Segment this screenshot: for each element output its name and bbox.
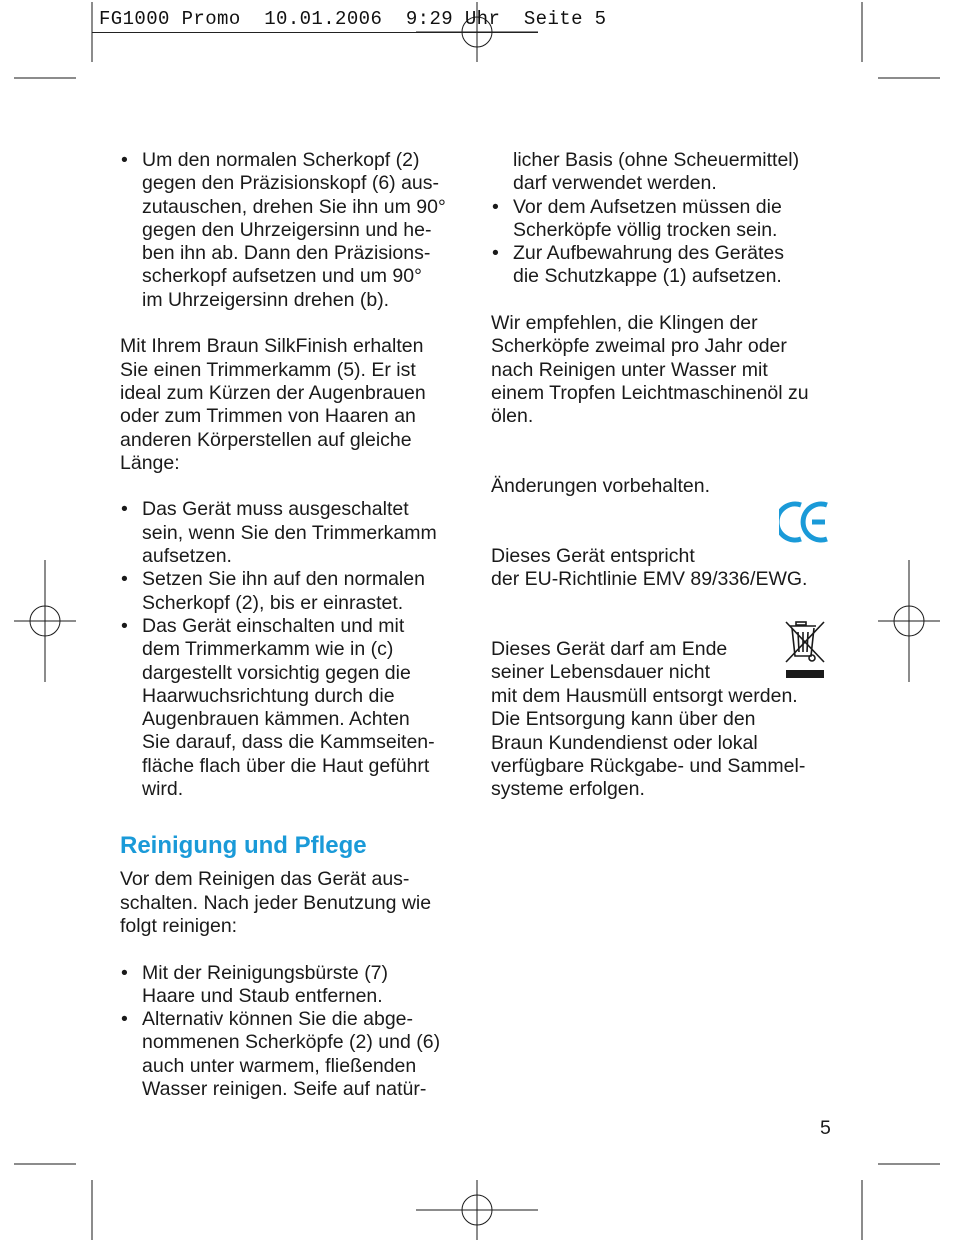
disposal-notice-start: Dieses Gerät darf am Ende seiner Lebensdauer nicht xyxy=(491,638,728,684)
crossed-out-wheelie-bin-icon xyxy=(782,618,828,680)
section-heading: Reinigung und Pflege xyxy=(120,832,367,860)
list-item: • Setzen Sie ihn auf den normalen Scherkopf (2), bis er einrastet. xyxy=(120,568,465,615)
registration-mark-right xyxy=(878,560,940,682)
trimmer-intro: Mit Ihrem Braun SilkFinish erhalten Sie einen Trimmerkamm (5). Er ist ideal zum Kürzen der Augenbrauen oder zum Trimmen von Haaren an anderen Körperstellen auf gleiche Länge: xyxy=(120,335,426,474)
shaver-head-swap-list xyxy=(120,149,465,312)
list-item: • Das Gerät muss ausgeschaltet sein, wenn Sie den Trimmerkamm aufsetzen. xyxy=(120,498,465,568)
list-item: • Um den normalen Scherkopf (2) gegen den Präzisionskopf (6) aus- zutauschen, drehen Sie ihn um 90° gegen den Uhrzeigersinn und he- ben ihn ab. Dann den Präzisions- scherkopf aufsetzen und um 90° im Uhrzeigersinn drehen (b). xyxy=(120,149,465,312)
registration-mark-left xyxy=(14,560,76,682)
right-column xyxy=(491,149,836,452)
trimmer-steps-list xyxy=(120,498,465,801)
cleaning-intro: Vor dem Reinigen das Gerät aus- schalten. Nach jeder Benutzung wie folgt reinigen: xyxy=(120,868,432,937)
continuation-text: licher Basis (ohne Scheuermittel) darf verwendet werden. xyxy=(513,149,800,195)
ce-statement: Dieses Gerät entspricht der EU-Richtlinie EMV 89/336/EWG. xyxy=(491,545,808,591)
header-rule xyxy=(92,32,538,33)
changes-note: Änderungen vorbehalten. xyxy=(491,475,711,497)
list-item: • Mit der Reinigungsbürste (7) Haare und Staub entfernen. xyxy=(120,962,465,1009)
list-item: • Zur Aufbewahrung des Gerätes die Schutzkappe (1) aufsetzen. xyxy=(491,242,836,289)
registration-mark-bottom xyxy=(416,1180,538,1240)
list-item: • Alternativ können Sie die abge- nommenen Scherköpfe (2) und (6) auch unter warmem, fließenden Wasser reinigen. Seife auf natür- xyxy=(120,1008,465,1101)
list-item: • Das Gerät einschalten und mit dem Trimmerkamm wie in (c) dargestellt vorsichtig gegen die Haarwuchsrichtung durch die Augenbrauen kämmen. Achten Sie darauf, dass die Kammseiten- fläche flach über die Haut geführt wird. xyxy=(120,615,465,801)
storage-list xyxy=(491,196,836,289)
oil-advice: Wir empfehlen, die Klingen der Scherköpfe zweimal pro Jahr oder nach Reinigen unter Wasser mit einem Tropfen Leichtmaschinenöl zu ölen. xyxy=(491,312,809,428)
list-item: • Vor dem Aufsetzen müssen die Scherköpfe völlig trocken sein. xyxy=(491,196,836,243)
ce-mark-icon xyxy=(779,500,831,544)
disposal-notice-rest: mit dem Hausmüll entsorgt werden. Die Entsorgung kann über den Braun Kundendienst oder lokal verfügbare Rückgabe- und Sammel- systeme erfolgen. xyxy=(491,685,806,801)
print-header: FG1000 Promo 10.01.2006 9:29 Uhr Seite 5 xyxy=(99,8,607,30)
cleaning-steps-list xyxy=(120,962,465,1102)
left-column xyxy=(120,149,465,1125)
page-number: 5 xyxy=(820,1117,831,1139)
